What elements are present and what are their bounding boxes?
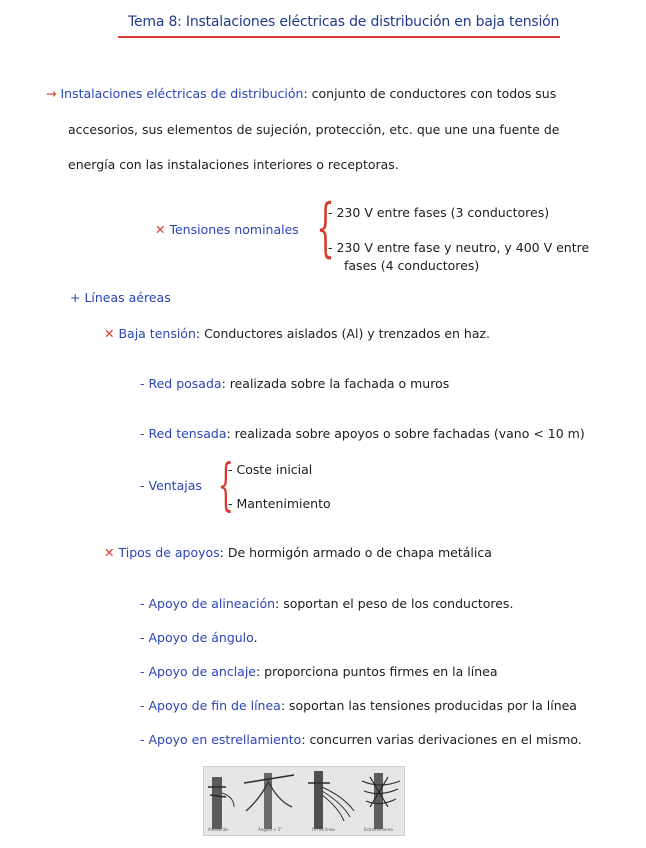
apoyos-row xyxy=(104,545,492,560)
brace-tensiones: { xyxy=(316,191,335,265)
apoyo-item xyxy=(140,596,513,611)
intro-term: Instalaciones eléctricas de distribución xyxy=(60,86,304,101)
apoyo-text: : concurren varias derivaciones en el mismo. xyxy=(301,732,582,747)
figure-label: Estrellamiento xyxy=(364,827,393,832)
red-posada-label: - Red posada xyxy=(140,376,222,391)
red-tensada-label: - Red tensada xyxy=(140,426,227,441)
apoyo-item xyxy=(140,732,582,747)
baja-tension-row xyxy=(104,326,490,341)
apoyo-label: - Apoyo de ángulo xyxy=(140,630,254,645)
figure-label: Fin de línea xyxy=(312,827,335,832)
intro-line-2: accesorios, sus elementos de sujeción, protección, etc. que une una fuente de xyxy=(68,122,560,137)
figure-label: Alineación xyxy=(208,827,229,832)
tensiones-label: Tensiones nominales xyxy=(169,222,299,237)
apoyo-item xyxy=(140,630,258,645)
apoyo-label: - Apoyo de alineación xyxy=(140,596,276,611)
ventaja-item-1: - Coste inicial xyxy=(228,462,313,477)
intro-text-1: : conjunto de conductores con todos sus xyxy=(303,86,557,101)
red-tensada-text: : realizada sobre apoyos o sobre fachadas (vano < 10 m) xyxy=(226,426,585,441)
brace-ventajas: { xyxy=(217,453,234,518)
baja-tension-label: Baja tensión xyxy=(118,326,196,341)
apoyo-item xyxy=(140,664,498,679)
ventaja-item-2: - Mantenimiento xyxy=(228,496,331,511)
intro-line-1 xyxy=(46,86,556,101)
cross-bullet: ✕ xyxy=(104,545,115,560)
baja-tension-text: : Conductores aislados (Al) y trenzados en haz. xyxy=(195,326,491,341)
apoyo-text: : soportan el peso de los conductores. xyxy=(275,596,514,611)
apoyo-text: : proporciona puntos firmes en la línea xyxy=(256,664,498,679)
intro-line-3: energía con las instalaciones interiores o receptoras. xyxy=(68,157,399,172)
apoyos-illustration xyxy=(204,767,404,835)
apoyos-text: : De hormigón armado o de chapa metálica xyxy=(219,545,492,560)
apoyo-label: - Apoyo de fin de línea xyxy=(140,698,281,713)
tensiones-label-row xyxy=(155,222,299,237)
apoyo-text: : soportan las tensiones producidas por la línea xyxy=(280,698,577,713)
apoyos-label: Tipos de apoyos xyxy=(118,545,220,560)
red-posada-text: : realizada sobre la fachada o muros xyxy=(221,376,450,391)
apoyos-figure xyxy=(203,766,405,836)
apoyo-text: . xyxy=(253,630,258,645)
arrow-bullet: → xyxy=(46,86,57,101)
ventajas-label: - Ventajas xyxy=(140,478,202,493)
apoyo-label: - Apoyo de anclaje xyxy=(140,664,256,679)
title-underline xyxy=(118,36,560,38)
cross-bullet: ✕ xyxy=(155,222,166,237)
tension-item-3: fases (4 conductores) xyxy=(344,258,480,273)
lineas-heading: + Líneas aéreas xyxy=(70,290,171,305)
red-posada-row xyxy=(140,376,449,391)
tension-item-2: - 230 V entre fase y neutro, y 400 V entre xyxy=(328,240,590,255)
apoyo-label: - Apoyo en estrellamiento xyxy=(140,732,302,747)
cross-bullet: ✕ xyxy=(104,326,115,341)
page-title: Tema 8: Instalaciones eléctricas de distribución en baja tensión xyxy=(128,14,560,30)
red-tensada-row xyxy=(140,426,585,441)
apoyo-item xyxy=(140,698,577,713)
figure-label: Ángulo < 5° xyxy=(258,827,283,832)
tension-item-1: - 230 V entre fases (3 conductores) xyxy=(328,205,550,220)
